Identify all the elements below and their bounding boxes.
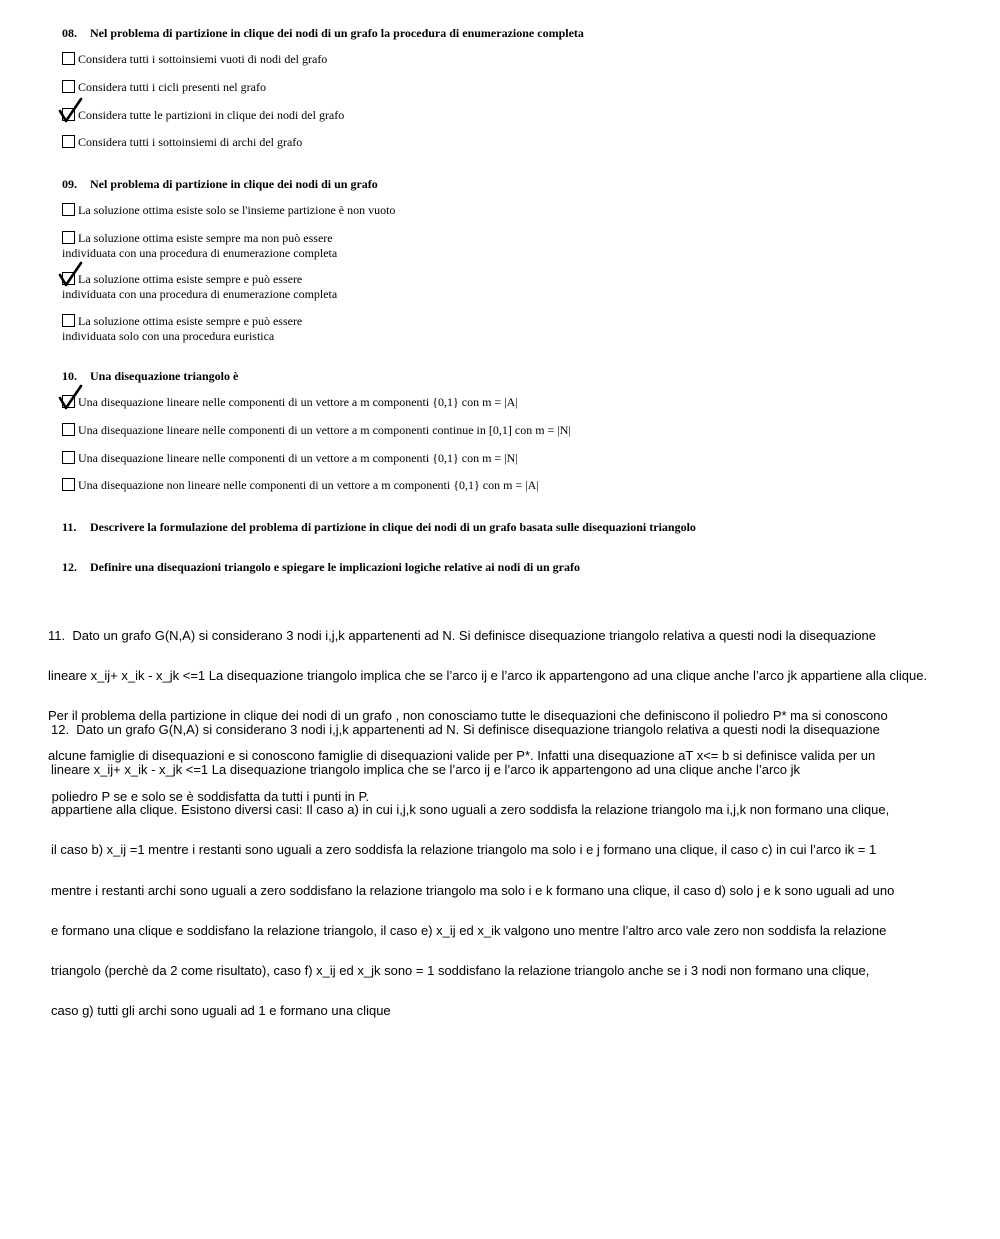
- checkbox[interactable]: [62, 272, 75, 285]
- checkmark-icon: [57, 384, 85, 412]
- question-11-title: [62, 520, 696, 535]
- answer-line: poliedro P se e solo se è soddisfatta da tutti i punti in P.: [48, 788, 370, 804]
- checkbox[interactable]: [62, 135, 75, 148]
- checkbox[interactable]: [62, 231, 75, 244]
- question-09-option-4[interactable]: [62, 314, 302, 344]
- question-09-option-1[interactable]: [62, 203, 395, 218]
- option-label: Una disequazione lineare nelle componenti di un vettore a m componenti {0,1} con m = |A|: [78, 395, 518, 409]
- question-text: Nel problema di partizione in clique dei nodi di un grafo: [90, 177, 378, 191]
- answer-line: Per il problema della partizione in clique dei nodi di un grafo , non conosciamo tutte le disequazioni che definiscono il poliedro P* ma si conoscono: [48, 708, 888, 724]
- question-09-title: [62, 177, 378, 192]
- answer-line: caso g) tutti gli archi sono uguali ad 1 e formano una clique: [51, 1003, 391, 1019]
- question-09-option-3[interactable]: [62, 272, 337, 302]
- answer-line: lineare x_ij+ x_ik - x_jk <=1 La disequazione triangolo implica che se l’arco ij e l’arco ik appartengono ad una clique anche l’arco jk: [51, 762, 801, 778]
- option-label: La soluzione ottima esiste sempre e può essere: [78, 272, 303, 286]
- checkbox[interactable]: [62, 52, 75, 65]
- answer-line: triangolo (perchè da 2 come risultato), caso f) x_ij ed x_jk sono = 1 soddisfano la relazione triangolo anche se i 3 nodi non formano una clique,: [51, 963, 870, 979]
- answer-line: 11. Dato un grafo G(N,A) si considerano 3 nodi i,j,k appartenenti ad N. Si definisce disequazione triangolo relativa a questi nodi la disequazione: [48, 627, 876, 643]
- question-08-option-1[interactable]: [62, 52, 327, 67]
- question-number: 11.: [62, 520, 77, 534]
- checkmark-icon: [57, 97, 85, 125]
- question-10-title: [62, 369, 238, 384]
- option-label: Considera tutti i sottoinsiemi vuoti di nodi del grafo: [78, 52, 328, 66]
- question-10-option-4[interactable]: [62, 478, 539, 493]
- option-label: La soluzione ottima esiste solo se l'insieme partizione è non vuoto: [78, 203, 396, 217]
- option-label: La soluzione ottima esiste sempre e può essere: [78, 314, 303, 328]
- checkbox[interactable]: [62, 203, 75, 216]
- question-number: 09.: [62, 177, 77, 191]
- question-10-option-1[interactable]: [62, 395, 518, 410]
- checkbox[interactable]: [62, 108, 75, 121]
- question-text: Definire una disequazioni triangolo e spiegare le implicazioni logiche relative ai nodi di un grafo: [90, 560, 581, 574]
- question-text: Nel problema di partizione in clique dei nodi di un grafo la procedura di enumerazione completa: [90, 26, 584, 40]
- question-08-option-3[interactable]: [62, 108, 344, 123]
- option-label: Considera tutte le partizioni in clique dei nodi del grafo: [78, 108, 345, 122]
- question-12-title: [62, 560, 580, 575]
- option-label-continued: individuata solo con una procedura euristica: [62, 329, 275, 343]
- question-09-option-2[interactable]: [62, 231, 337, 261]
- option-label: Considera tutti i cicli presenti nel grafo: [78, 80, 266, 94]
- answer-line: e formano una clique e soddisfano la relazione triangolo, il caso e) x_ij ed x_ik valgono uno mentre l’altro arco vale zero non soddisfa la relazione: [51, 922, 887, 938]
- question-08-title: [62, 26, 584, 41]
- answer-line: alcune famiglie di disequazioni e si conoscono famiglie di disequazioni valide per P*. Infatti una disequazione aT x<= b si definisce valida per un: [48, 748, 876, 764]
- question-number: 08.: [62, 26, 77, 40]
- question-10-option-3[interactable]: [62, 451, 518, 466]
- checkmark-icon: [57, 261, 85, 289]
- option-label-continued: individuata con una procedura di enumerazione completa: [62, 246, 338, 260]
- option-label: Una disequazione lineare nelle componenti di un vettore a m componenti continue in [0,1] con m = |N|: [78, 423, 571, 437]
- checkbox[interactable]: [62, 451, 75, 464]
- question-08-option-4[interactable]: [62, 135, 302, 150]
- question-text: Descrivere la formulazione del problema di partizione in clique dei nodi di un grafo basata sulle disequazioni triangolo: [90, 520, 696, 534]
- answer-line: 12. Dato un grafo G(N,A) si considerano 3 nodi i,j,k appartenenti ad N. Si definisce disequazione triangolo relativa a questi nodi la disequazione: [51, 721, 880, 737]
- answer-line: appartiene alla clique. Esistono diversi casi: Il caso a) in cui i,j,k sono uguali a zero soddisfa la relazione triangolo ma i,j,k non formano una clique,: [51, 802, 890, 818]
- checkbox[interactable]: [62, 314, 75, 327]
- option-label: Una disequazione non lineare nelle componenti di un vettore a m componenti {0,1} con m = |A|: [78, 478, 539, 492]
- answer-line: il caso b) x_ij =1 mentre i restanti sono uguali a zero soddisfa la relazione triangolo ma solo i e j formano una clique, il caso c) in cui l’arco ik = 1: [51, 842, 877, 858]
- option-label: Considera tutti i sottoinsiemi di archi del grafo: [78, 135, 303, 149]
- checkbox[interactable]: [62, 478, 75, 491]
- question-number: 12.: [62, 560, 77, 574]
- checkbox[interactable]: [62, 395, 75, 408]
- question-number: 10.: [62, 369, 77, 383]
- option-label: Una disequazione lineare nelle componenti di un vettore a m componenti {0,1} con m = |N|: [78, 451, 518, 465]
- question-08-option-2[interactable]: [62, 80, 266, 95]
- checkbox[interactable]: [62, 423, 75, 436]
- answer-line: lineare x_ij+ x_ik - x_jk <=1 La disequazione triangolo implica che se l’arco ij e l’arco ik appartengono ad una clique anche l’arco jk appartiene alla clique.: [48, 668, 928, 684]
- option-label-continued: individuata con una procedura di enumerazione completa: [62, 287, 338, 301]
- answer-line: mentre i restanti archi sono uguali a zero soddisfano la relazione triangolo ma solo i e k formano una clique, il caso d) solo j e k sono uguali ad uno: [51, 882, 895, 898]
- option-label: La soluzione ottima esiste sempre ma non può essere: [78, 231, 333, 245]
- checkbox[interactable]: [62, 80, 75, 93]
- answer-12: [51, 696, 894, 1031]
- question-text: Una disequazione triangolo è: [90, 369, 239, 383]
- question-10-option-2[interactable]: [62, 423, 571, 438]
